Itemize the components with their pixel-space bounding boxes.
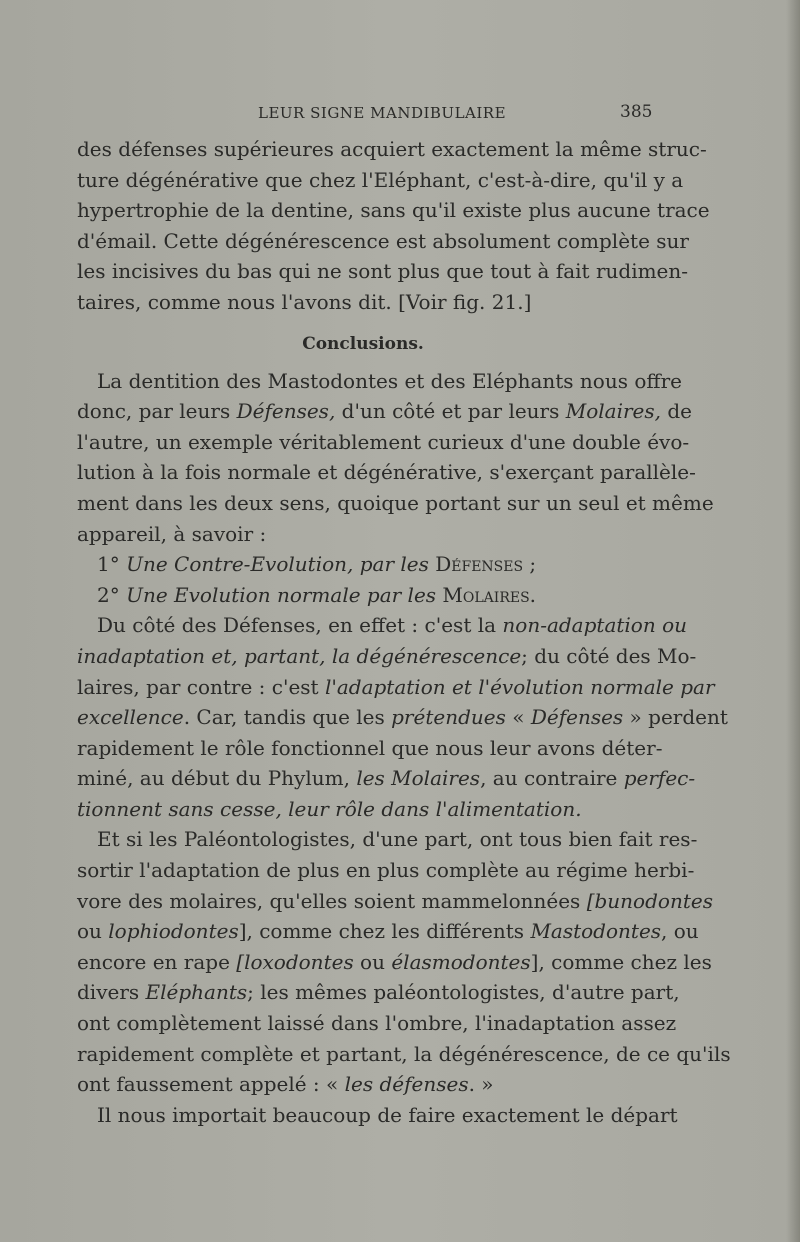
emphasis: l'adaptation et l'évolution normale par	[324, 674, 715, 699]
text-run: » perdent	[623, 705, 728, 730]
text-line: d'émail. Cette dégénérescence est absolument complète sur	[77, 228, 689, 253]
text-line: ment dans les deux sens, quoique portant sur un seul et même	[77, 490, 714, 515]
list-number: 2°	[97, 582, 127, 607]
page-number: 385	[620, 102, 653, 122]
text-run: laires, par contre : c'est	[77, 674, 325, 699]
page-header	[0, 100, 800, 124]
text-line: rapidement complète et partant, la dégénérescence, de ce qu'ils	[77, 1041, 731, 1066]
text-line: Il nous importait beaucoup de faire exactement le départ	[97, 1102, 678, 1127]
text-line	[77, 916, 699, 947]
emphasis: les Molaires	[356, 766, 481, 791]
text-run: «	[505, 705, 531, 730]
page-edge-shadow	[786, 0, 800, 1242]
emphasis: Une Evolution normale par les	[126, 582, 437, 607]
emphasis: Eléphants	[145, 980, 248, 1005]
small-caps: Défenses	[428, 552, 524, 577]
text-run: . Car, tandis que les	[183, 705, 392, 730]
text-run: d'un côté et par leurs	[335, 399, 566, 424]
emphasis: [loxodontes	[236, 949, 354, 974]
text-line	[77, 947, 712, 978]
section-heading: Conclusions.	[302, 333, 424, 354]
emphasis: excellence	[77, 705, 184, 730]
text-run: encore en rape	[77, 949, 237, 974]
text-run: , ou	[661, 919, 699, 944]
text-run: miné, au début du Phylum,	[77, 766, 357, 791]
emphasis: lophiodontes	[108, 919, 239, 944]
emphasis: Mastodontes	[530, 919, 662, 944]
text-run: ], comme chez les différents	[238, 919, 531, 944]
text-line	[77, 672, 715, 703]
emphasis: non-adaptation ou	[502, 613, 687, 638]
text-run: , au contraire	[480, 766, 624, 791]
text-line: Et si les Paléontologistes, d'une part, ont tous bien fait res-	[97, 827, 698, 852]
page-body	[77, 134, 731, 1130]
emphasis: Défenses,	[236, 399, 336, 424]
text-line	[77, 641, 697, 672]
text-line	[77, 1069, 649, 1100]
text-run: ; du côté des Mo-	[521, 643, 697, 668]
text-run: ou	[77, 919, 109, 944]
text-line: l'autre, un exemple véritablement curieux d'une double évo-	[77, 429, 690, 454]
text-run: ], comme chez les	[530, 949, 712, 974]
text-run: .	[529, 582, 537, 607]
text-line	[77, 396, 692, 427]
text-run: de	[661, 399, 692, 424]
emphasis: prétendues	[391, 705, 506, 730]
emphasis: élasmodontes	[391, 949, 531, 974]
emphasis: [bunodontes	[586, 888, 713, 913]
text-line: La dentition des Mastodontes et des Eléphants nous offre	[97, 368, 682, 393]
text-line: appareil, à savoir :	[77, 521, 267, 546]
text-line: taires, comme nous l'avons dit. [Voir fig. 21.]	[77, 289, 532, 314]
text-line: les incisives du bas qui ne sont plus que tout à fait rudimen-	[77, 259, 689, 284]
paragraph-3	[77, 610, 728, 824]
text-run: ou	[353, 949, 392, 974]
text-run: vore des molaires, qu'elles soient mammelonnées	[77, 888, 587, 913]
paragraph-5	[77, 1100, 678, 1131]
paragraph-2	[77, 366, 714, 550]
emphasis: inadaptation et, partant, la dégénérescence	[77, 643, 522, 668]
text-line	[77, 886, 713, 917]
text-run: Du côté des Défenses, en effet : c'est la	[97, 613, 503, 638]
text-run: donc, par leurs	[77, 399, 237, 424]
emphasis: Molaires,	[565, 399, 661, 424]
text-line: sortir l'adaptation de plus en plus complète au régime herbi-	[77, 858, 695, 883]
text-line: lution à la fois normale et dégénérative, s'exerçant parallèle-	[77, 460, 696, 485]
emphasis: Défenses	[530, 705, 624, 730]
text-line	[77, 794, 649, 825]
emphasis: les défenses	[344, 1072, 469, 1097]
emphasis: perfec-	[623, 766, 696, 791]
text-line: ont complètement laissé dans l'ombre, l'inadaptation assez	[77, 1011, 677, 1036]
text-line: rapidement le rôle fonctionnel que nous leur avons déter-	[77, 735, 663, 760]
text-line: ture dégénérative que chez l'Eléphant, c'est-à-dire, qu'il y a	[77, 167, 684, 192]
text-run: ont faussement appelé : «	[77, 1072, 345, 1097]
list-number: 1°	[97, 552, 127, 577]
text-line: hypertrophie de la dentine, sans qu'il existe plus aucune trace	[77, 198, 710, 223]
text-line: des défenses supérieures acquiert exactement la même struc-	[77, 137, 707, 161]
text-run: ;	[523, 552, 537, 577]
emphasis: tionnent sans cesse, leur rôle dans l'alimentation.	[77, 796, 582, 821]
paragraph-1	[77, 134, 710, 318]
text-run: divers	[77, 980, 146, 1005]
text-line	[77, 702, 728, 733]
emphasis: Une Contre-Evolution, par les	[126, 552, 429, 577]
small-caps: Molaires	[436, 582, 530, 607]
text-line	[77, 977, 680, 1008]
paragraph-4	[77, 824, 731, 1099]
text-run: . »	[468, 1072, 494, 1097]
text-line	[77, 610, 687, 641]
text-line	[77, 763, 696, 794]
text-run: ; les mêmes paléontologistes, d'autre part,	[247, 980, 680, 1005]
enumerated-list	[77, 549, 649, 610]
running-title: LEUR SIGNE MANDIBULAIRE	[258, 104, 507, 122]
list-item	[77, 580, 649, 611]
list-item	[77, 549, 649, 580]
